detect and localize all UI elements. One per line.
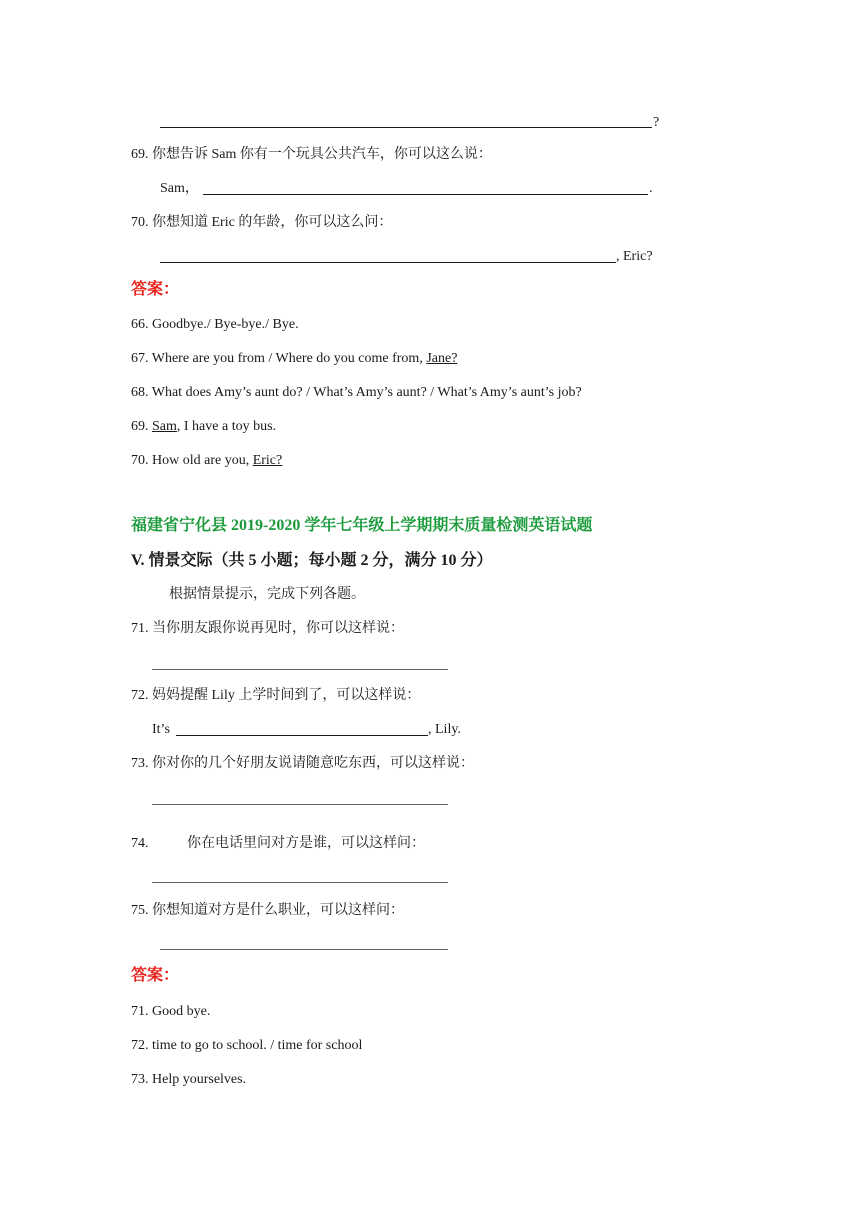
q69-lead: Sam， xyxy=(160,181,199,196)
q70-tail: , Eric? xyxy=(616,249,653,264)
question-72: 72. 妈妈提醒 Lily 上学时间到了，可以这样说： xyxy=(131,688,421,703)
answer-70-underlined: Eric? xyxy=(252,453,283,468)
answers-heading: 答案： xyxy=(131,281,180,298)
answer-66: 66. Goodbye./ Bye-bye./ Bye. xyxy=(131,317,299,332)
answer-67-text: 67. Where are you from / Where do you come from, xyxy=(131,351,427,366)
answer-73: 73. Help yourselves. xyxy=(131,1072,247,1087)
answer-69-underlined: Sam xyxy=(152,419,177,434)
answer-72: 72. time to go to school. / time for school xyxy=(131,1038,363,1053)
q73-answer-blank xyxy=(152,804,448,805)
question-74-number: 74. xyxy=(131,836,149,851)
q70-answer-blank xyxy=(160,262,616,263)
answers-heading-2: 答案： xyxy=(131,967,180,984)
exam-title: 福建省宁化县 2019-2020 学年七年级上学期期末质量检测英语试题 xyxy=(131,517,593,534)
q68-tail: ? xyxy=(653,115,660,130)
question-69: 69. 你想告诉 Sam 你有一个玩具公共汽车，你可以这么说： xyxy=(131,147,492,162)
answer-70 xyxy=(131,452,282,470)
q69-answer-blank xyxy=(203,194,648,195)
answer-67-underlined: Jane? xyxy=(426,351,458,366)
q72-answer-blank xyxy=(176,735,428,736)
q74-answer-blank xyxy=(152,882,448,883)
answer-69-text: , I have a toy bus. xyxy=(176,419,277,434)
q75-answer-blank xyxy=(160,949,448,950)
answer-68: 68. What does Amy’s aunt do? / What’s Amy’s aunt? / What’s Amy’s aunt’s job? xyxy=(131,385,582,400)
question-70: 70. 你想知道 Eric 的年龄，你可以这么问： xyxy=(131,215,393,230)
answer-69-number: 69. xyxy=(131,419,152,434)
answer-71: 71. Good bye. xyxy=(131,1004,211,1019)
q72-lead: It’s xyxy=(152,722,170,737)
section-heading: V. 情景交际（共 5 小题；每小题 2 分，满分 10 分） xyxy=(131,552,493,569)
instruction: 根据情景提示，完成下列各题。 xyxy=(169,587,365,602)
question-71: 71. 当你朋友跟你说再见时，你可以这样说： xyxy=(131,621,404,636)
question-73: 73. 你对你的几个好朋友说请随意吃东西，可以这样说： xyxy=(131,756,474,771)
answer-69 xyxy=(131,418,276,436)
question-75: 75. 你想知道对方是什么职业，可以这样问： xyxy=(131,903,404,918)
answer-67 xyxy=(131,350,457,368)
answer-70-text: 70. How old are you, xyxy=(131,453,253,468)
q69-tail: . xyxy=(649,181,653,196)
q72-tail: , Lily. xyxy=(428,722,461,737)
question-74: 你在电话里问对方是谁，可以这样问： xyxy=(187,836,425,851)
q71-answer-blank xyxy=(152,669,448,670)
q68-answer-blank xyxy=(160,127,652,128)
